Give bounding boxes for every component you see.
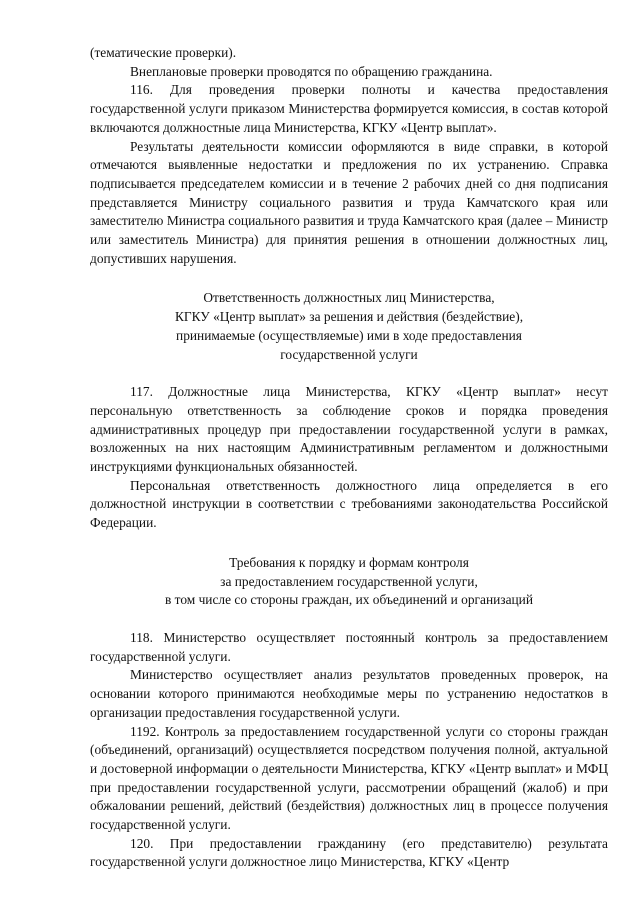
paragraph-116: 116. Для проведения проверки полноты и качества предоставления государственной услуги приказом Министерства формируется комиссия, в состав которой включаются должностные лица Министерства, КГКУ «Центр выплат». bbox=[90, 82, 608, 135]
heading-line: за предоставлением государственной услуги, bbox=[220, 573, 478, 589]
paragraph-analysis: Министерство осуществляет анализ результатов проведенных проверок, на основании которого принимаются необходимые меры по устранению недостатков в организации предоставления государственной услуги. bbox=[90, 667, 608, 720]
paragraph-commission-results: Результаты деятельности комиссии оформляются в виде справки, в которой отмечаются выявленные недостатки и предложения по их устранению. Справка подписывается председателем комиссии и в течение 2 рабочих дней со дня подписания представляется Министру социального развития и труда Камчатского края или заместителю Министра социального развития и труда Камчатского края (далее – Министр или заместитель Министра) для принятия решения в отношении должностных лиц, допустивших нарушения. bbox=[90, 138, 608, 266]
heading-line: Требования к порядку и формам контроля bbox=[229, 554, 469, 570]
paragraph-118: 118. Министерство осуществляет постоянный контроль за предоставлением государственной услуги. bbox=[90, 629, 608, 664]
paragraph-personal-responsibility: Персональная ответственность должностного лица определяется в его должностной инструкции в соответствии с требованиями законодательства Российской Федерации. bbox=[90, 477, 608, 531]
paragraph-117: 117. Должностные лица Министерства, КГКУ «Центр выплат» несут персональную ответственность за соблюдение сроков и порядка проведения административных процедур при предоставлении государственной услуги в рамках, возложенных на них настоящим Административным регламентом и должностными инструкциями функциональных обязанностей. bbox=[90, 384, 608, 475]
section-heading-responsibility bbox=[90, 289, 608, 364]
paragraph-120: 120. При предоставлении гражданину (его представителю) результата государственной услуги должностное лицо Министерства, КГКУ «Центр bbox=[90, 835, 608, 870]
heading-line: КГКУ «Центр выплат» за решения и действия (бездействие), bbox=[174, 309, 524, 325]
heading-line: принимаемые (осуществляемые) ими в ходе предоставления bbox=[176, 327, 522, 343]
paragraph-thematic-checks: (тематические проверки). bbox=[90, 45, 237, 60]
paragraph-unscheduled-checks: Внеплановые проверки проводятся по обращению гражданина. bbox=[130, 63, 493, 79]
heading-line: Ответственность должностных лиц Министерства, bbox=[203, 290, 495, 306]
heading-line: в том числе со стороны граждан, их объединений и организаций bbox=[164, 592, 534, 608]
heading-line: государственной услуги bbox=[280, 346, 418, 362]
section-heading-control-requirements bbox=[90, 554, 608, 610]
paragraph-1192: 1192. Контроль за предоставлением государственной услуги со стороны граждан (объединений, организаций) осуществляется посредством получения полной, актуальной и достоверной информации о деятельности Министерства, КГКУ «Центр выплат» и МФЦ при предоставлении государственной услуги, рассмотрении обращений (жалоб) и при обжаловании решений, действий (бездействия) должностных лиц в процессе получения государственной услуги. bbox=[90, 723, 608, 833]
